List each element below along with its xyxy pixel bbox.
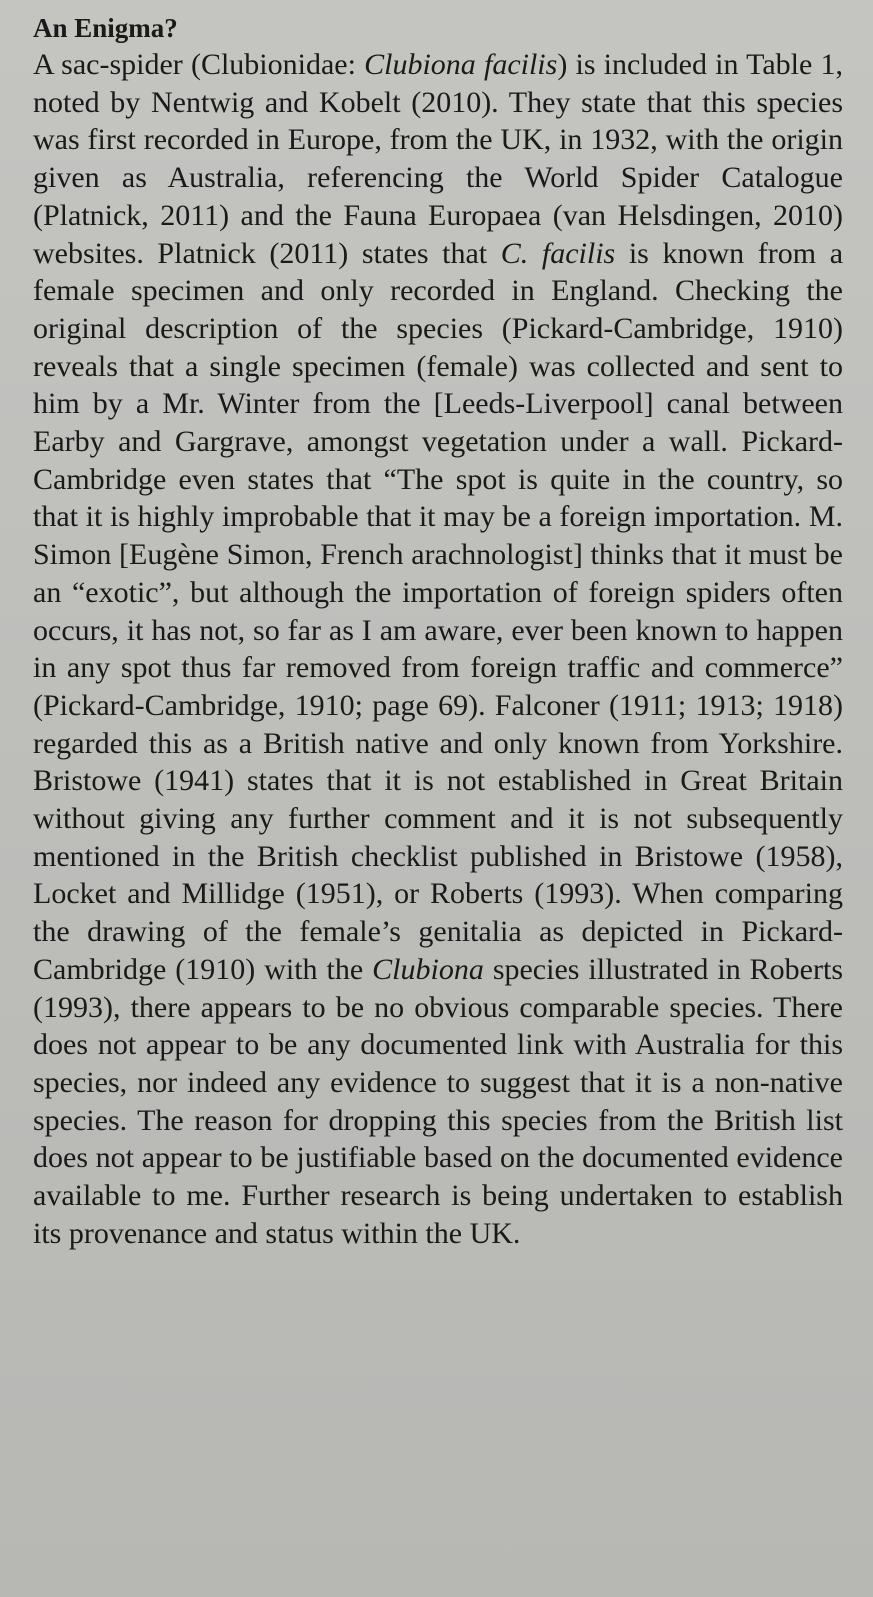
text-run: ) is included in Table 1, noted by Nentwig and Kobelt (2010). They state that this species was first recorded in Europe, from the UK, in 1932, with the origin given as Australia, referencing the World Spider Catalogue (Platnick, 2011) and the Fauna Europaea (van Helsdingen, 2010) websites. Platnick (2011) states that [33,48,843,270]
section-heading: An Enigma? [33,13,178,43]
species-name-italic: Clubiona facilis [364,48,558,81]
text-run: is known from a female specimen and only recorded in England. Checking the original description of the species (Pickard-Cambridge, 1910) reveals that a single specimen (female) was collected and sent to him by a Mr. Winter from the [Leeds-Liverpool] canal between Earby and Gargrave, amongst vegetation under a wall. Pickard-Cambridge even states that “The spot is quite in the country, so that it is highly improbable that it may be a foreign importation. M. Simon [Eugène Simon, French arachnologist] thinks that it must be an “exotic”, but although the importation of foreign spiders often occurs, it has not, so far as I am aware, ever been known to happen in any spot thus far removed from foreign traffic and commerce” (Pickard-Cambridge, 1910; page 69). Falconer (1911; 1913; 1918) regarded this as a British native and only known from Yorkshire. Bristowe (1941) states that it is not established in Great Britain without giving any further comment and it is not subsequently mentioned in the British checklist published in Bristowe (1958), Locket and Millidge (1951), or Roberts (1993). When comparing the drawing of the female’s genitalia as depicted in Pickard-Cambridge (1910) with the [33,236,844,986]
text-run: A sac-spider (Clubionidae: [33,48,365,81]
text-run: species illustrated in Roberts (1993), there appears to be no obvious comparable species. There does not appear to be any documented link with Australia for this species, nor indeed any evidence to suggest that it is a non-native species. The reason for dropping this species from the British list does not appear to be justifiable based on the documented evidence available to me. Further research is being undertaken to establish its provenance and status within the UK. [33,952,843,1250]
genus-name-italic: Clubiona [372,952,484,986]
species-name-italic: C. facilis [500,236,616,270]
body-paragraph [33,46,843,1253]
